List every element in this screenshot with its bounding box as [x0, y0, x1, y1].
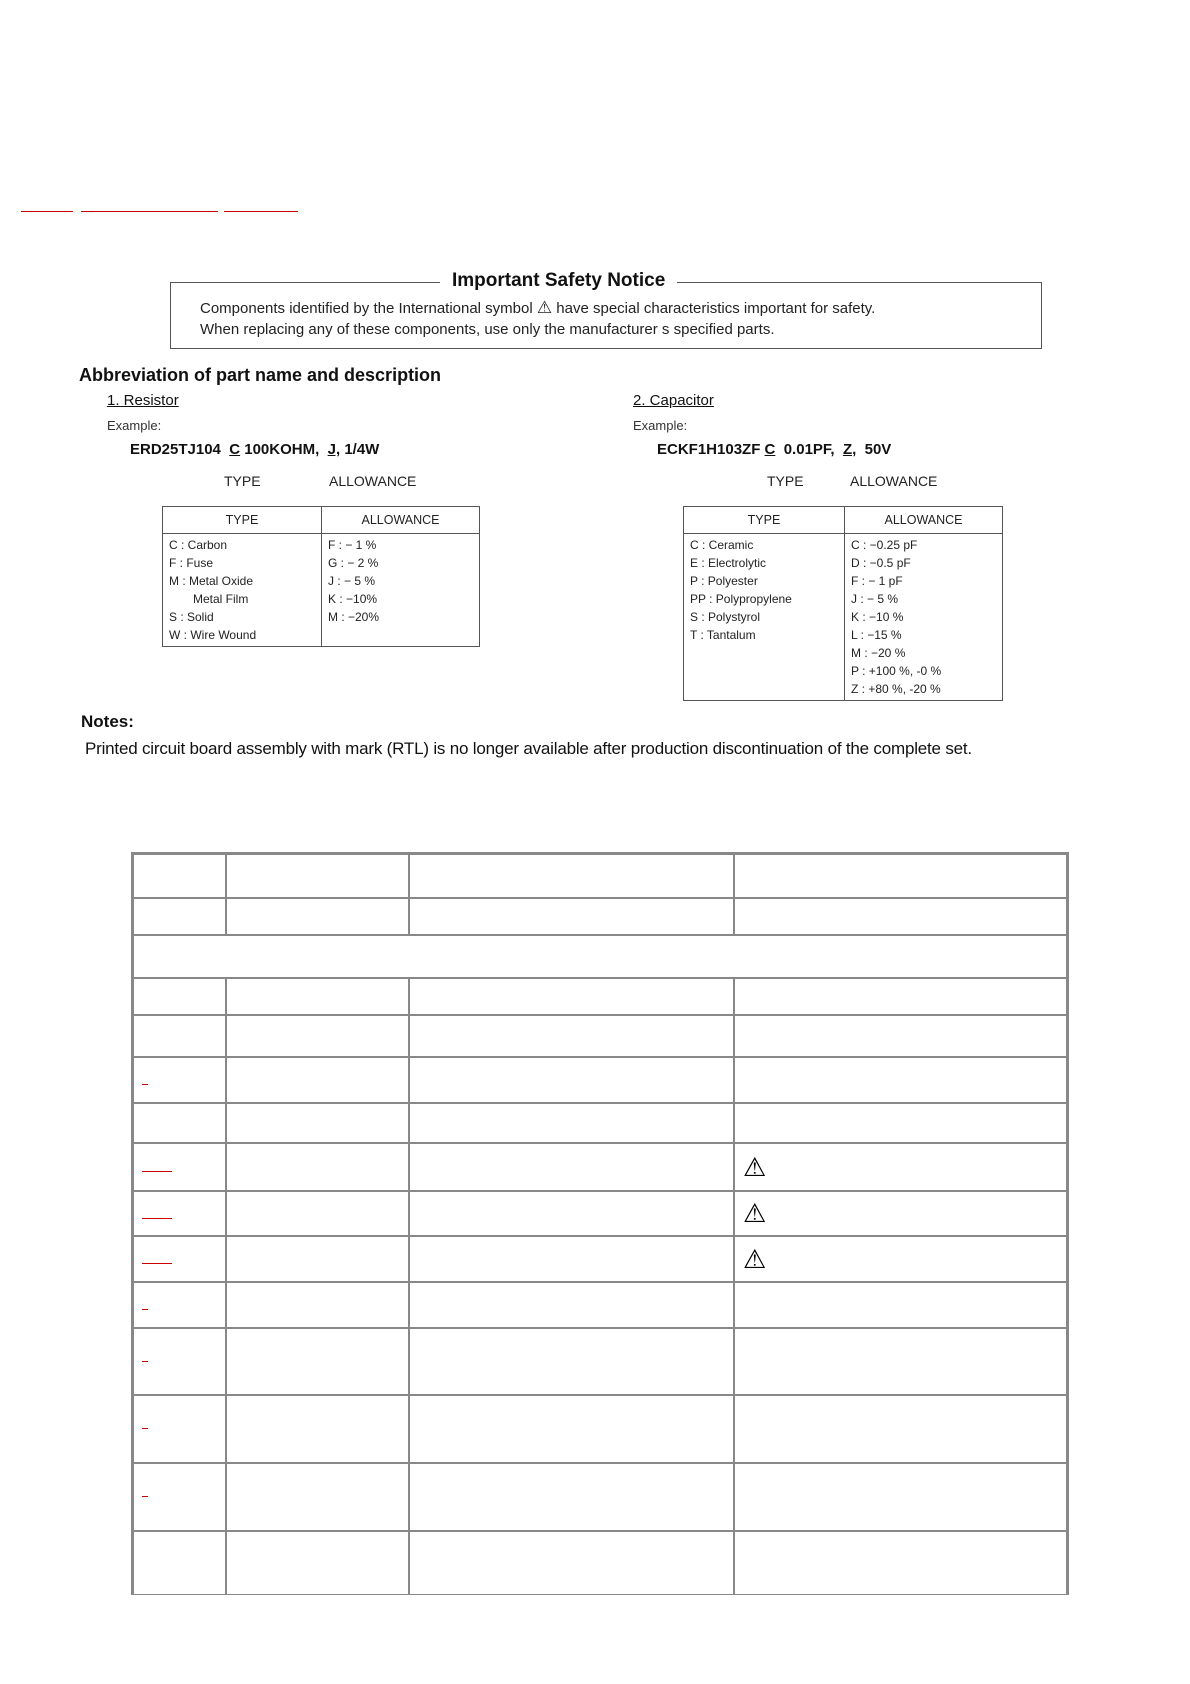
- capacitor-allowance-item: K : −10 %: [851, 610, 904, 624]
- table-row: [133, 1236, 1067, 1282]
- capacitor-example-code: [657, 441, 891, 458]
- capacitor-code: ECKF1H103ZF: [657, 441, 761, 458]
- capacitor-types-cell: [684, 534, 845, 701]
- part-link[interactable]: [142, 1496, 148, 1497]
- safety-line1-suffix: have special characteristics important for safety.: [556, 300, 876, 317]
- capacitor-allowances-cell: [845, 534, 1003, 701]
- capacitor-allowance-item: P : +100 %, -0 %: [851, 664, 942, 678]
- safety-notice-line-2: When replacing any of these components, use only the manufacturer s specified parts.: [200, 321, 775, 338]
- capacitor-type-item: PP : Polypropylene: [690, 592, 792, 606]
- table-row: [133, 1395, 1067, 1463]
- capacitor-rating: 50V: [864, 441, 892, 458]
- resistor-allowance-item: M : −20%: [328, 610, 380, 624]
- part-link[interactable]: [142, 1428, 148, 1429]
- resistor-type-item: M : Metal Oxide: [169, 574, 254, 588]
- part-link[interactable]: [142, 1309, 148, 1310]
- resistor-types-cell: [163, 534, 322, 647]
- parts-table: [131, 852, 1069, 1595]
- nav-link-1[interactable]: [21, 211, 73, 212]
- capacitor-title: 2. Capacitor: [633, 392, 714, 409]
- table-row: [133, 1143, 1067, 1191]
- resistor-value: 100KOHM,: [244, 441, 320, 458]
- capacitor-allowance-item: L : −15 %: [851, 628, 902, 642]
- warning-icon: ⚠: [743, 1151, 767, 1182]
- capacitor-type-item: P : Polyester: [690, 574, 758, 588]
- capacitor-allow-letter: Z,: [842, 441, 857, 458]
- capacitor-type-item: S : Polystyrol: [690, 610, 761, 624]
- resistor-rating: 1/4W: [344, 441, 380, 458]
- resistor-legend-header-type: TYPE: [163, 507, 322, 534]
- resistor-type-label: TYPE: [224, 473, 261, 489]
- abbreviation-heading: Abbreviation of part name and description: [79, 365, 442, 385]
- table-row: [133, 1463, 1067, 1531]
- resistor-allowance-item: F : − 1 %: [328, 538, 377, 552]
- resistor-type-item: S : Solid: [169, 610, 214, 624]
- resistor-type-item: F : Fuse: [169, 556, 214, 570]
- capacitor-value: 0.01PF,: [783, 441, 835, 458]
- resistor-type-letter: C: [229, 441, 241, 458]
- part-link[interactable]: [142, 1361, 148, 1362]
- table-row: [133, 1191, 1067, 1236]
- capacitor-allowance-item: D : −0.5 pF: [851, 556, 911, 570]
- capacitor-type-item: T : Tantalum: [690, 628, 756, 642]
- warning-icon: ⚠: [743, 1243, 767, 1274]
- capacitor-allowance-item: M : −20 %: [851, 646, 906, 660]
- capacitor-allowance-item: F : − 1 pF: [851, 574, 903, 588]
- safety-notice-title: Important Safety Notice: [440, 270, 677, 292]
- notes-text: Printed circuit board assembly with mark (RTL) is no longer available after production discontinuation of the complete set.: [85, 739, 972, 758]
- table-row: [133, 1531, 1067, 1595]
- resistor-allowance-item: K : −10%: [328, 592, 378, 606]
- nav-link-2[interactable]: [81, 211, 218, 212]
- resistor-code: ERD25TJ104: [130, 441, 221, 458]
- notes-heading: Notes:: [81, 712, 134, 731]
- capacitor-allowance-item: J : − 5 %: [851, 592, 899, 606]
- resistor-example-label: Example:: [107, 418, 162, 433]
- table-row: [133, 1057, 1067, 1103]
- part-link[interactable]: [142, 1171, 172, 1172]
- resistor-allowance-item: J : − 5 %: [328, 574, 376, 588]
- capacitor-legend-header-type: TYPE: [684, 507, 845, 534]
- capacitor-legend-table: [683, 506, 1003, 701]
- table-row: [133, 1015, 1067, 1057]
- resistor-allowance-item: G : − 2 %: [328, 556, 379, 570]
- resistor-legend-table: [162, 506, 480, 647]
- warning-icon: ⚠: [743, 1198, 767, 1228]
- table-row: [133, 1103, 1067, 1143]
- table-row: [133, 935, 1067, 978]
- capacitor-allowance-label: ALLOWANCE: [850, 473, 938, 489]
- capacitor-type-item: C : Ceramic: [690, 538, 754, 552]
- capacitor-type-item: E : Electrolytic: [690, 556, 767, 570]
- part-link[interactable]: [142, 1084, 148, 1085]
- resistor-legend-header-allowance: ALLOWANCE: [322, 507, 480, 534]
- capacitor-allowance-item: C : −0.25 pF: [851, 538, 918, 552]
- resistor-type-item: C : Carbon: [169, 538, 228, 552]
- safety-line1-prefix: Components identified by the International symbol: [200, 300, 533, 317]
- table-row: [133, 854, 1067, 898]
- nav-link-3[interactable]: [224, 211, 298, 212]
- resistor-type-item: W : Wire Wound: [169, 628, 257, 642]
- resistor-title: 1. Resistor: [107, 392, 179, 409]
- capacitor-type-label: TYPE: [767, 473, 804, 489]
- resistor-allowance-label: ALLOWANCE: [329, 473, 417, 489]
- table-row: [133, 978, 1067, 1015]
- capacitor-example-label: Example:: [633, 418, 688, 433]
- resistor-example-code: [130, 441, 379, 458]
- table-row: [133, 898, 1067, 935]
- resistor-allowances-cell: [322, 534, 480, 647]
- table-row: [133, 1328, 1067, 1395]
- resistor-allow-letter: J,: [327, 441, 341, 458]
- capacitor-type-letter: C: [764, 441, 776, 458]
- part-link[interactable]: [142, 1263, 172, 1264]
- capacitor-allowance-item: Z : +80 %, -20 %: [851, 682, 941, 696]
- warning-icon: ⚠: [536, 298, 553, 317]
- capacitor-legend-header-allowance: ALLOWANCE: [845, 507, 1003, 534]
- safety-notice-line-1: [200, 298, 875, 318]
- table-row: [133, 1282, 1067, 1328]
- resistor-type-item: Metal Film: [193, 592, 249, 606]
- part-link[interactable]: [142, 1218, 172, 1219]
